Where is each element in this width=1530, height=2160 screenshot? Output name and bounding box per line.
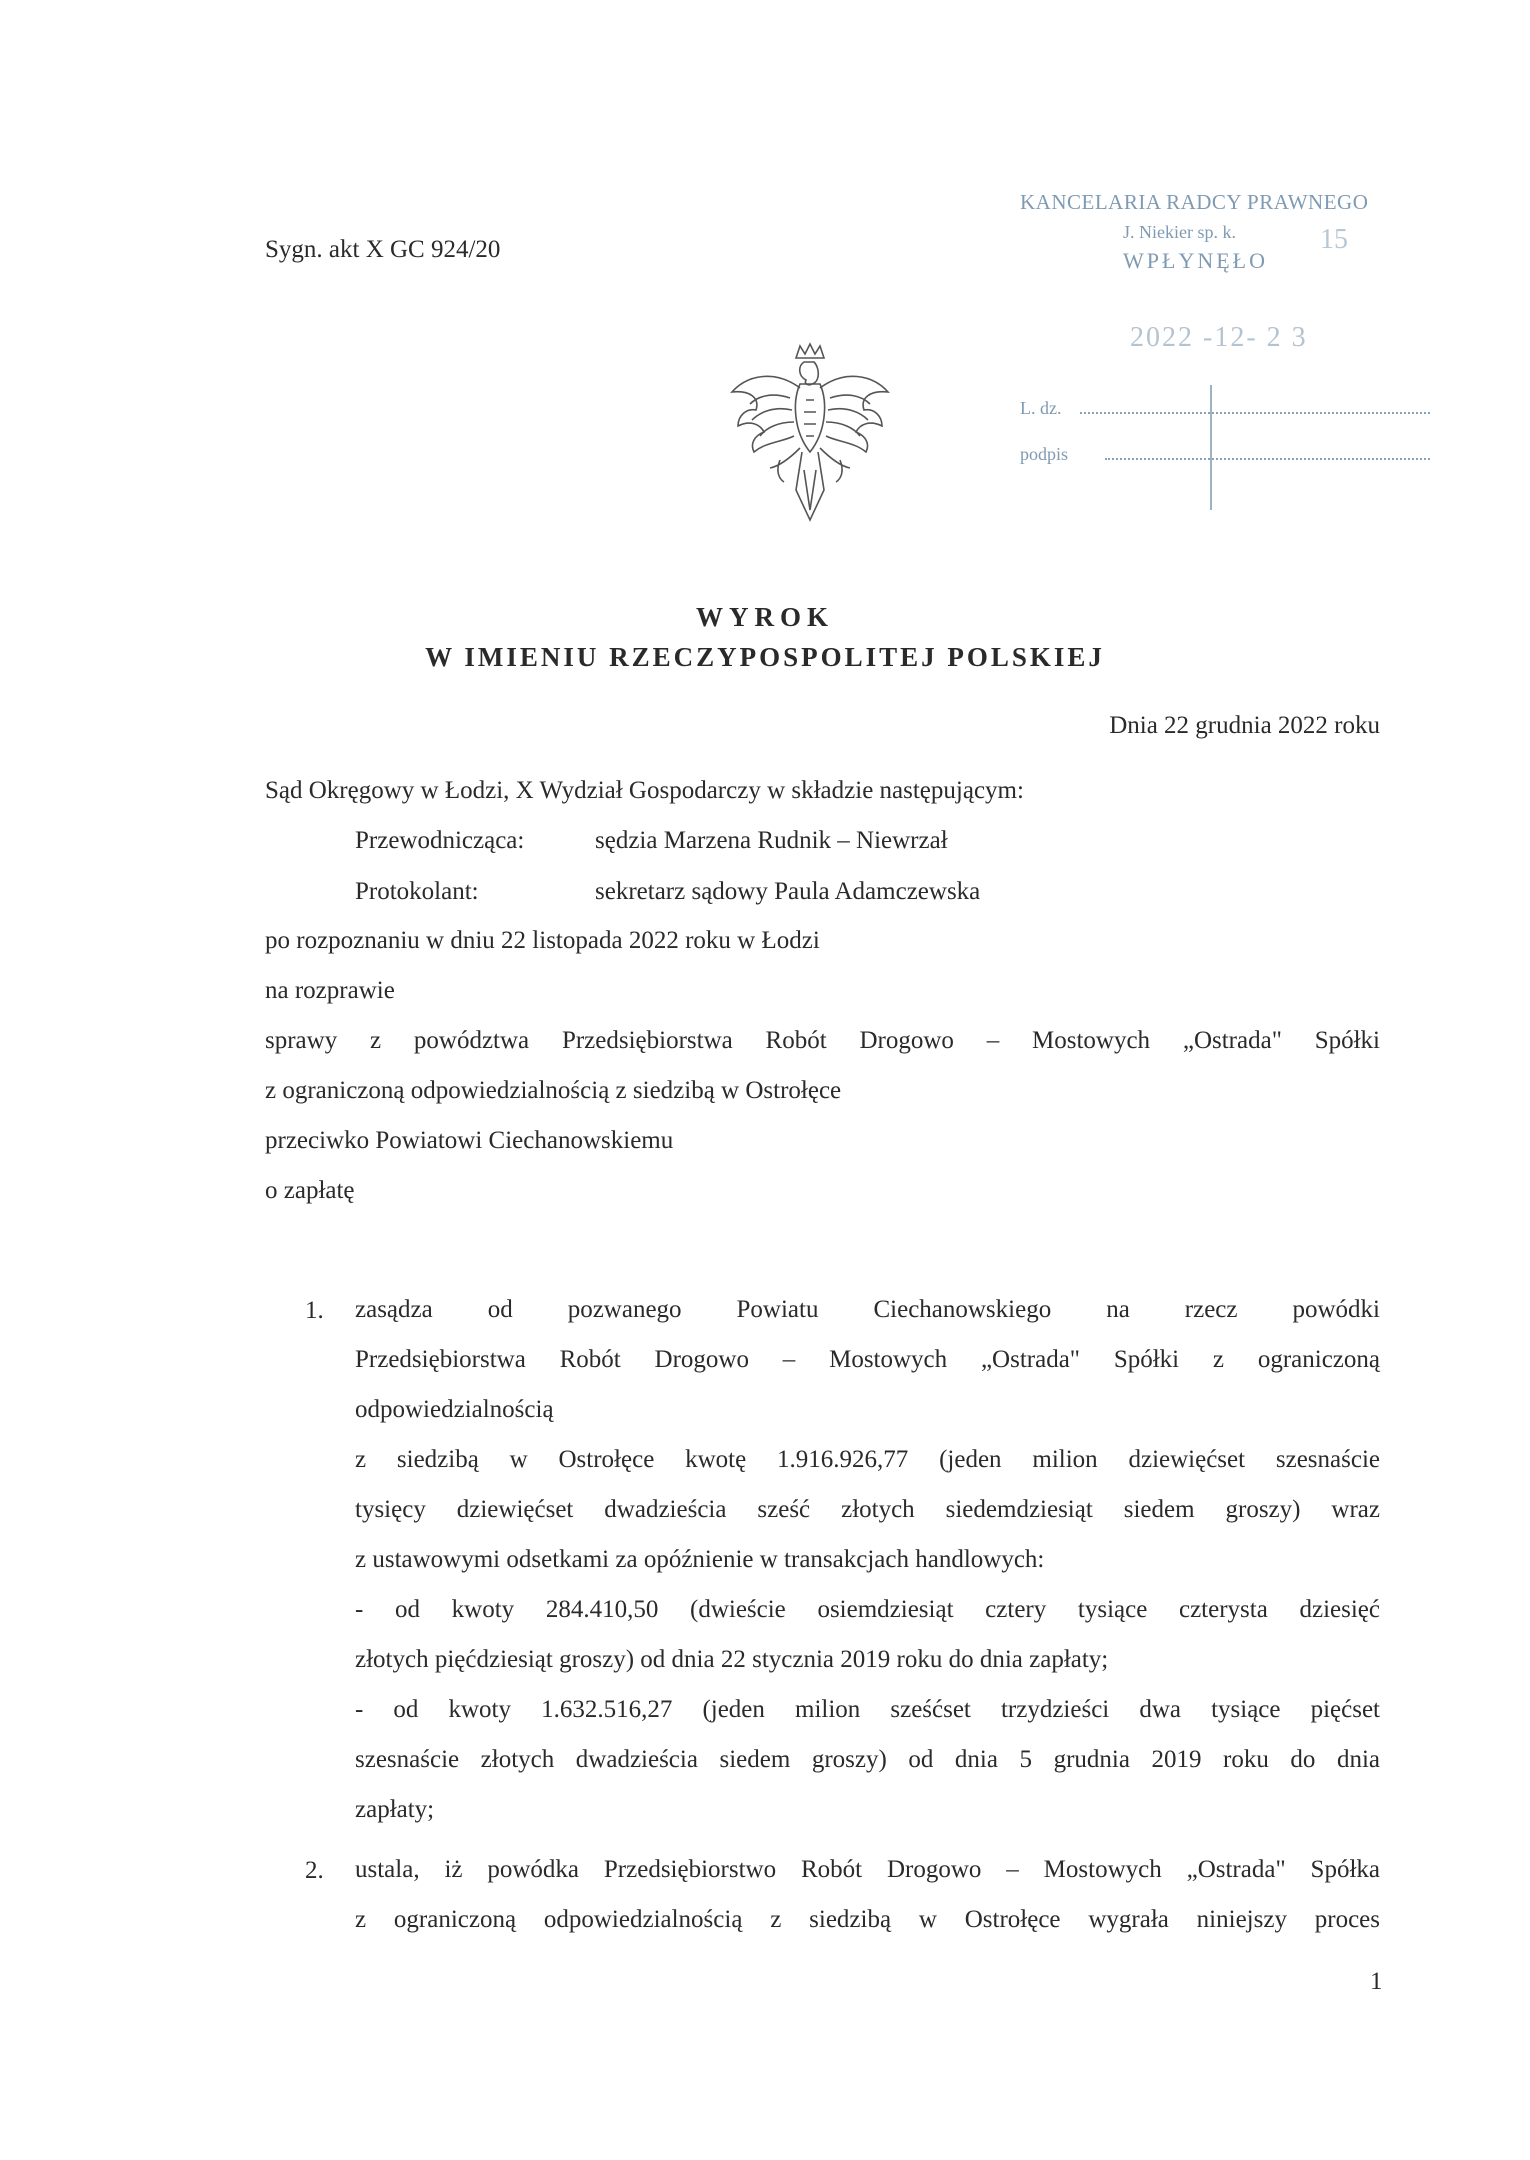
court-composition: Sąd Okręgowy w Łodzi, X Wydział Gospodarczy w składzie następującym: [265, 777, 1024, 804]
clerk-name: sekretarz sądowy Paula Adamczewska [595, 878, 981, 905]
stamp-ldz-label: L. dz. [1020, 398, 1062, 418]
point-1-row: - od kwoty 284.410,50 (dwieście osiemdziesiąt cztery tysiące czterysta dziesięć [355, 1596, 1380, 1623]
case-defendant-line: przeciwko Powiatowi Ciechanowskiemu [265, 1127, 674, 1154]
case-plaintiff-line: sprawy z powództwa Przedsiębiorstwa Robót Drogowo – Mostowych „Ostrada" Spółki [265, 1027, 1380, 1054]
case-subject-line: o zapłatę [265, 1177, 355, 1204]
stamp-firm: J. Niekier sp. k. [1123, 222, 1236, 242]
point-2-text [355, 1845, 1380, 1945]
stamp-podpis-label: podpis [1020, 444, 1069, 464]
case-plaintiff-line-2: z ograniczoną odpowiedzialnością z siedzibą w Ostrołęce [265, 1077, 842, 1104]
eagle-emblem-icon [720, 340, 900, 530]
stamp-date: 2022 -12- 2 3 [1130, 322, 1308, 353]
point-1-row: odpowiedzialnością [355, 1396, 554, 1423]
stamp-signature-stroke [1210, 385, 1212, 510]
point-1-row: tysięcy dziewięćset dwadzieścia sześć złotych siedemdziesiąt siedem groszy) wraz [355, 1496, 1380, 1523]
chair-label: Przewodnicząca: [355, 827, 525, 854]
judgment-subtitle: W IMIENIU RZECZYPOSPOLITEJ POLSKIEJ [425, 642, 1105, 672]
stamp-podpis-line [1105, 458, 1430, 460]
point-1-row: Przedsiębiorstwa Robót Drogowo – Mostowych „Ostrada" Spółki z ograniczoną [355, 1346, 1380, 1373]
case-session-line: na rozprawie [265, 977, 395, 1004]
case-signature: Sygn. akt X GC 924/20 [265, 236, 501, 263]
judgment-title: WYROK [696, 602, 834, 632]
point-1-row: z ustawowymi odsetkami za opóźnienie w transakcjach handlowych: [355, 1546, 1045, 1573]
point-1-row: - od kwoty 1.632.516,27 (jeden milion sześćset trzydzieści dwa tysiące pięćset [355, 1696, 1380, 1723]
receipt-stamp [1010, 180, 1430, 540]
chair-name: sędzia Marzena Rudnik – Niewrzał [595, 827, 948, 854]
stamp-handwritten-mark: 15 [1320, 224, 1348, 255]
point-2-row: z ograniczoną odpowiedzialnością z siedzibą w Ostrołęce wygrała niniejszy proces [355, 1906, 1380, 1933]
stamp-received: WPŁYNĘŁO [1123, 248, 1268, 273]
stamp-office: KANCELARIA RADCY PRAWNEGO [1020, 190, 1369, 214]
point-number: 1. [305, 1297, 324, 1324]
point-1-row: z siedzibą w Ostrołęce kwotę 1.916.926,77 (jeden milion dziewięćset szesnaście [355, 1446, 1380, 1473]
point-1-row: złotych pięćdziesiąt groszy) od dnia 22 stycznia 2019 roku do dnia zapłaty; [355, 1646, 1109, 1673]
point-1-row: zasądza od pozwanego Powiatu Ciechanowskiego na rzecz powódki [355, 1296, 1380, 1323]
judgment-date: Dnia 22 grudnia 2022 roku [1109, 712, 1380, 739]
point-1-row: szesnaście złotych dwadzieścia siedem groszy) od dnia 5 grudnia 2019 roku do dnia [355, 1746, 1380, 1773]
point-1-text [355, 1285, 1380, 1835]
point-number: 2. [305, 1857, 324, 1884]
page-number: 1 [1370, 1968, 1383, 1995]
clerk-label: Protokolant: [355, 878, 479, 905]
point-1-row: zapłaty; [355, 1796, 435, 1823]
stamp-ldz-line [1080, 412, 1430, 414]
point-2-row: ustala, iż powódka Przedsiębiorstwo Robót Drogowo – Mostowych „Ostrada" Spółka [355, 1856, 1380, 1883]
case-hearing-line: po rozpoznaniu w dniu 22 listopada 2022 roku w Łodzi [265, 927, 820, 954]
